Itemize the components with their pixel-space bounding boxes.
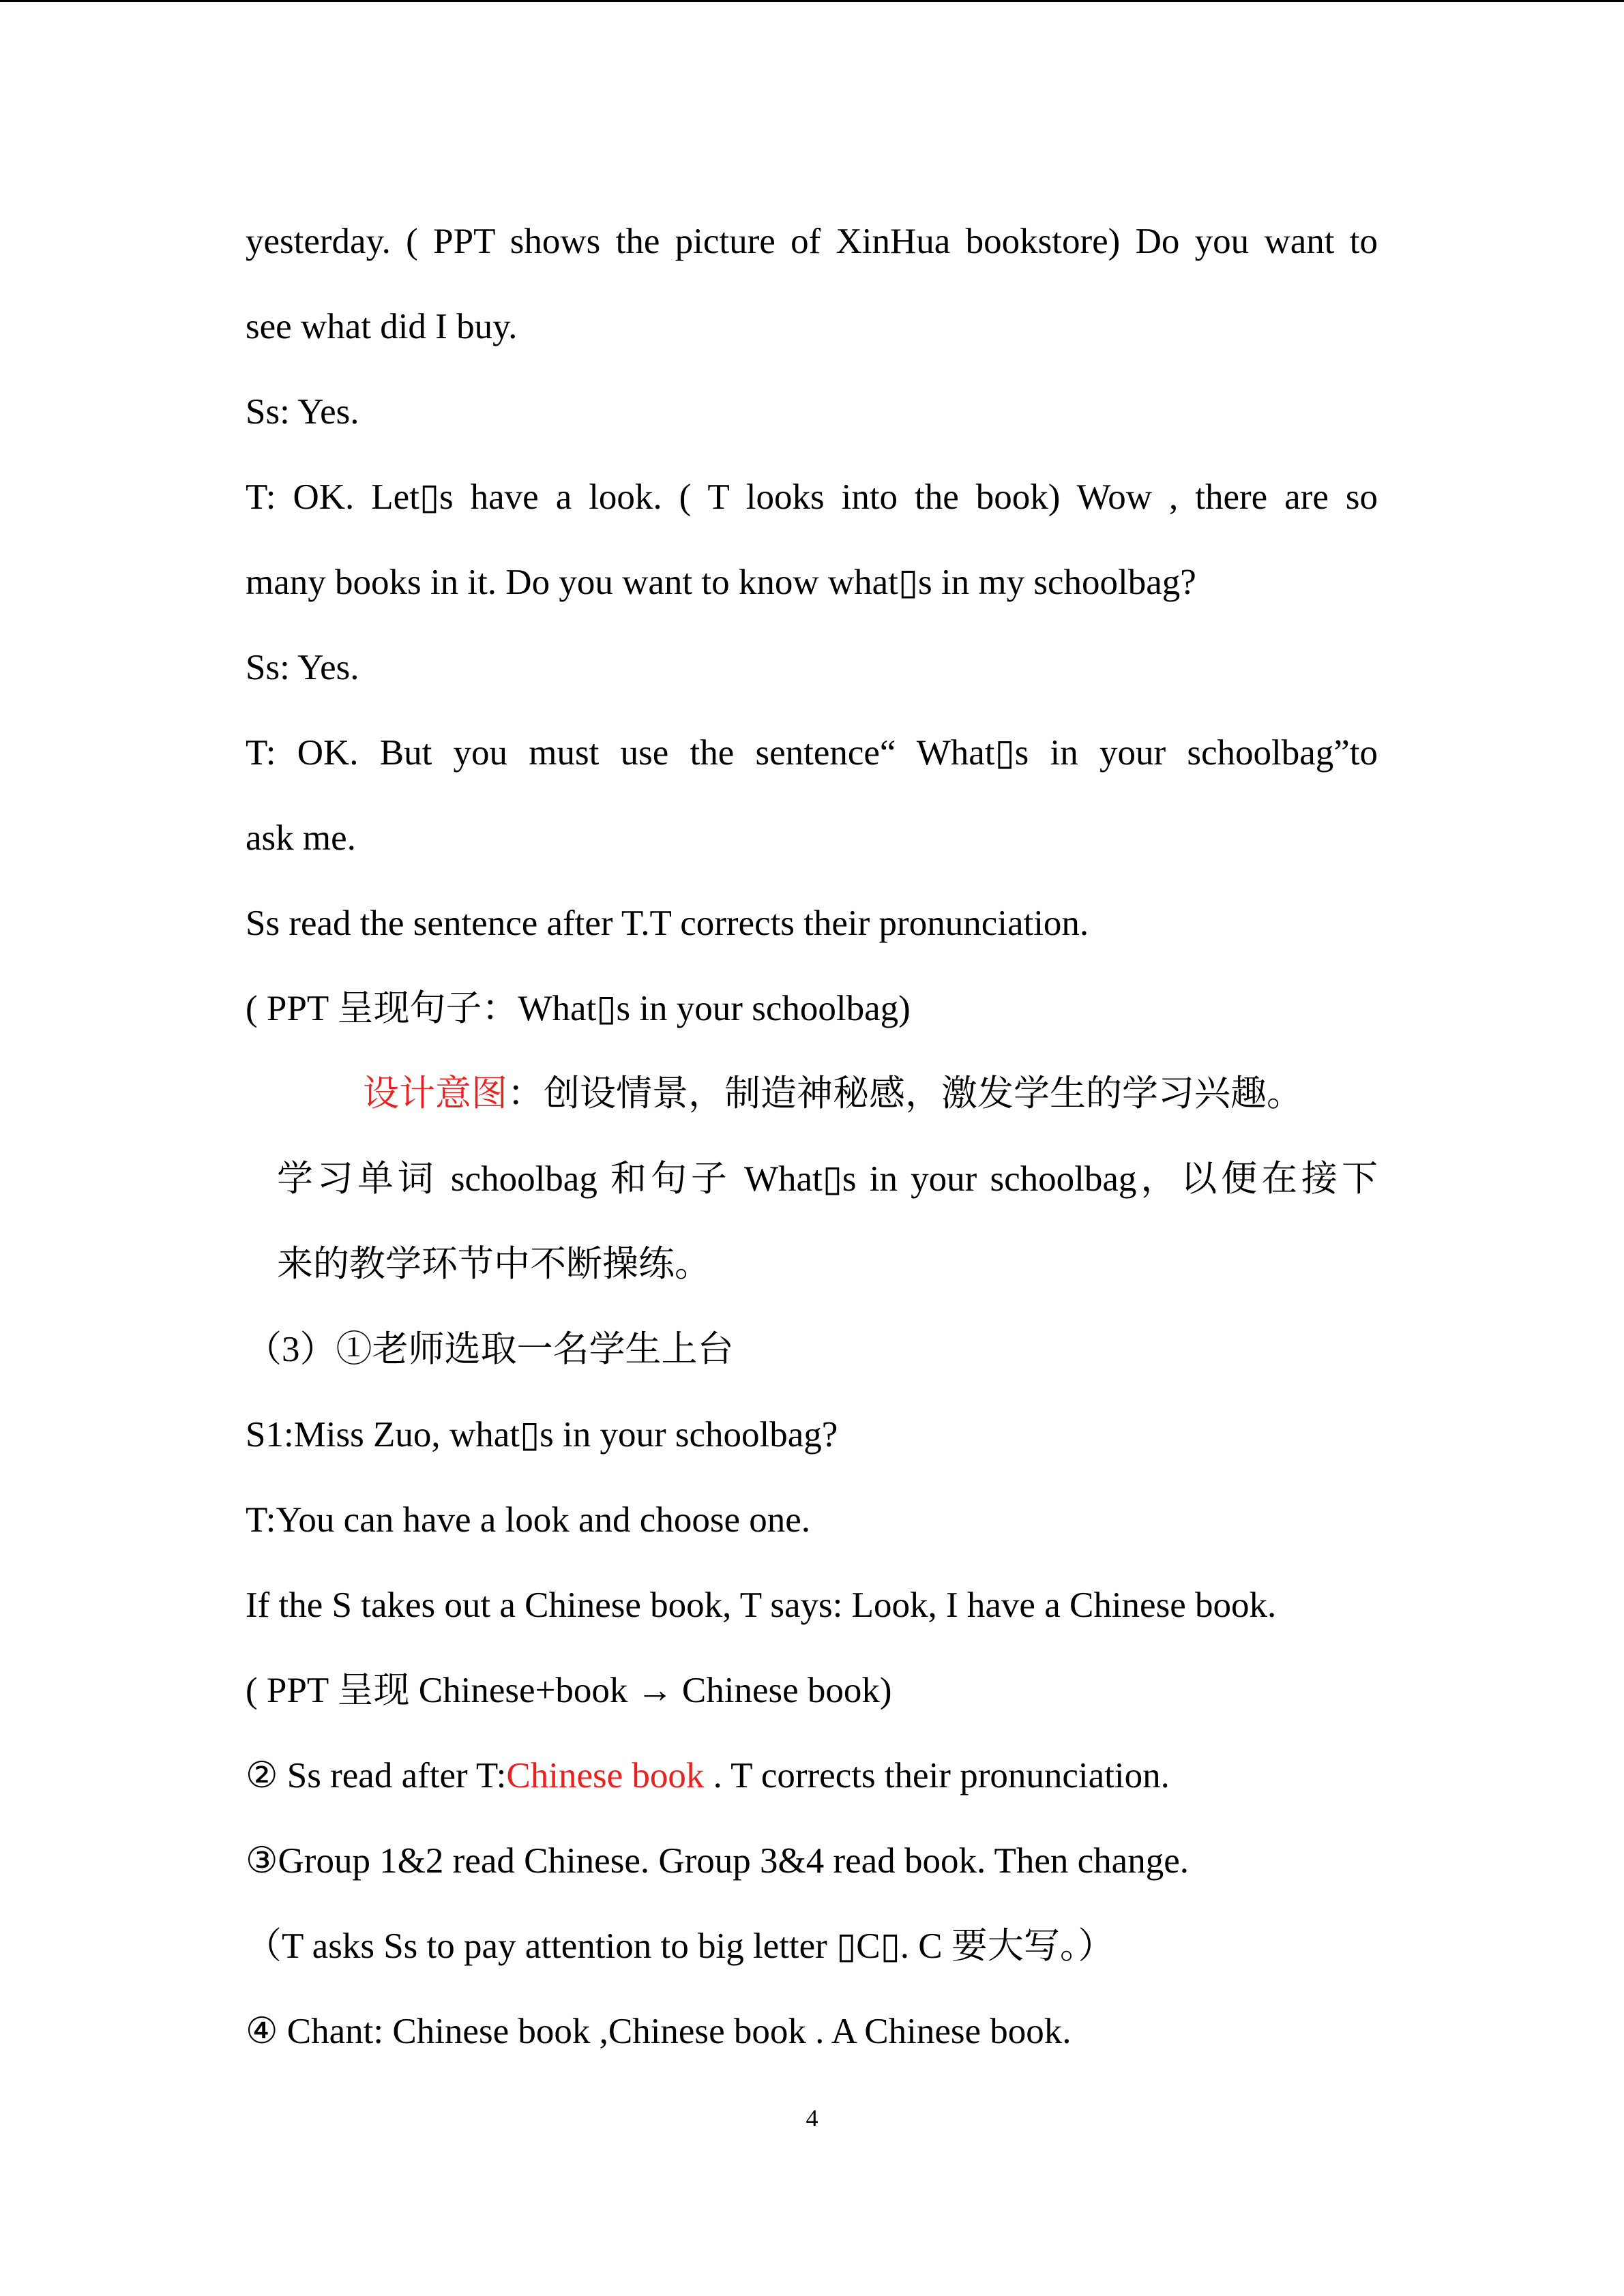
text-line: S1:Miss Zuo, what▯s in your schoolbag? xyxy=(246,1415,838,1455)
design-intent-line: 来的教学环节中不断操练。 xyxy=(277,1244,711,1284)
item2-suffix: . T corrects their pronunciation. xyxy=(704,1756,1170,1795)
page-top-border xyxy=(0,0,1624,2)
text-line: T: OK. Let▯s have a look. ( T looks into the book) Wow , there are so xyxy=(246,477,1378,517)
text-line: T: OK. But you must use the sentence“ What▯s in your schoolbag”to xyxy=(246,733,1378,773)
item2-highlight: Chinese book xyxy=(506,1756,705,1795)
text-line: Ss read the sentence after T.T corrects their pronunciation. xyxy=(246,904,1089,943)
text-line: ask me. xyxy=(246,818,356,858)
text-line: see what did I buy. xyxy=(246,307,518,346)
text-line: ④ Chant: Chinese book ,Chinese book . A Chinese book. xyxy=(246,2012,1072,2051)
text-line: Ss: Yes. xyxy=(246,392,359,432)
design-intent-line: 学习单词 schoolbag 和句子 What▯s in your schoolbag，以便在接下 xyxy=(277,1159,1378,1199)
page-number: 4 xyxy=(806,2104,818,2132)
text-line: many books in it. Do you want to know what▯s in my schoolbag? xyxy=(246,563,1196,602)
text-line: ③Group 1&2 read Chinese. Group 3&4 read book. Then change. xyxy=(246,1841,1189,1881)
text-line: If the S takes out a Chinese book, T says: Look, I have a Chinese book. xyxy=(246,1585,1277,1625)
design-intent-label: 设计意图 xyxy=(363,1074,507,1114)
text-line: T:You can have a look and choose one. xyxy=(246,1500,810,1540)
text-line: yesterday. ( PPT shows the picture of XinHua bookstore) Do you want to xyxy=(246,222,1378,261)
step-heading: （3）①老师选取一名学生上台 xyxy=(246,1330,734,1369)
text-line: （T asks Ss to pay attention to big letter ▯C▯. C 要大写。） xyxy=(246,1926,1114,1966)
design-intent-text: ：创设情景，制造神秘感，激发学生的学习兴趣。 xyxy=(507,1074,1303,1114)
design-intent-line xyxy=(363,1072,1303,1116)
text-line: ( PPT 呈现 Chinese+book → Chinese book) xyxy=(246,1671,892,1710)
item2-prefix: ② Ss read after T: xyxy=(246,1756,507,1795)
text-line: ( PPT 呈现句子：What▯s in your schoolbag) xyxy=(246,989,911,1028)
text-line xyxy=(246,1754,1170,1798)
text-line: Ss: Yes. xyxy=(246,648,359,687)
